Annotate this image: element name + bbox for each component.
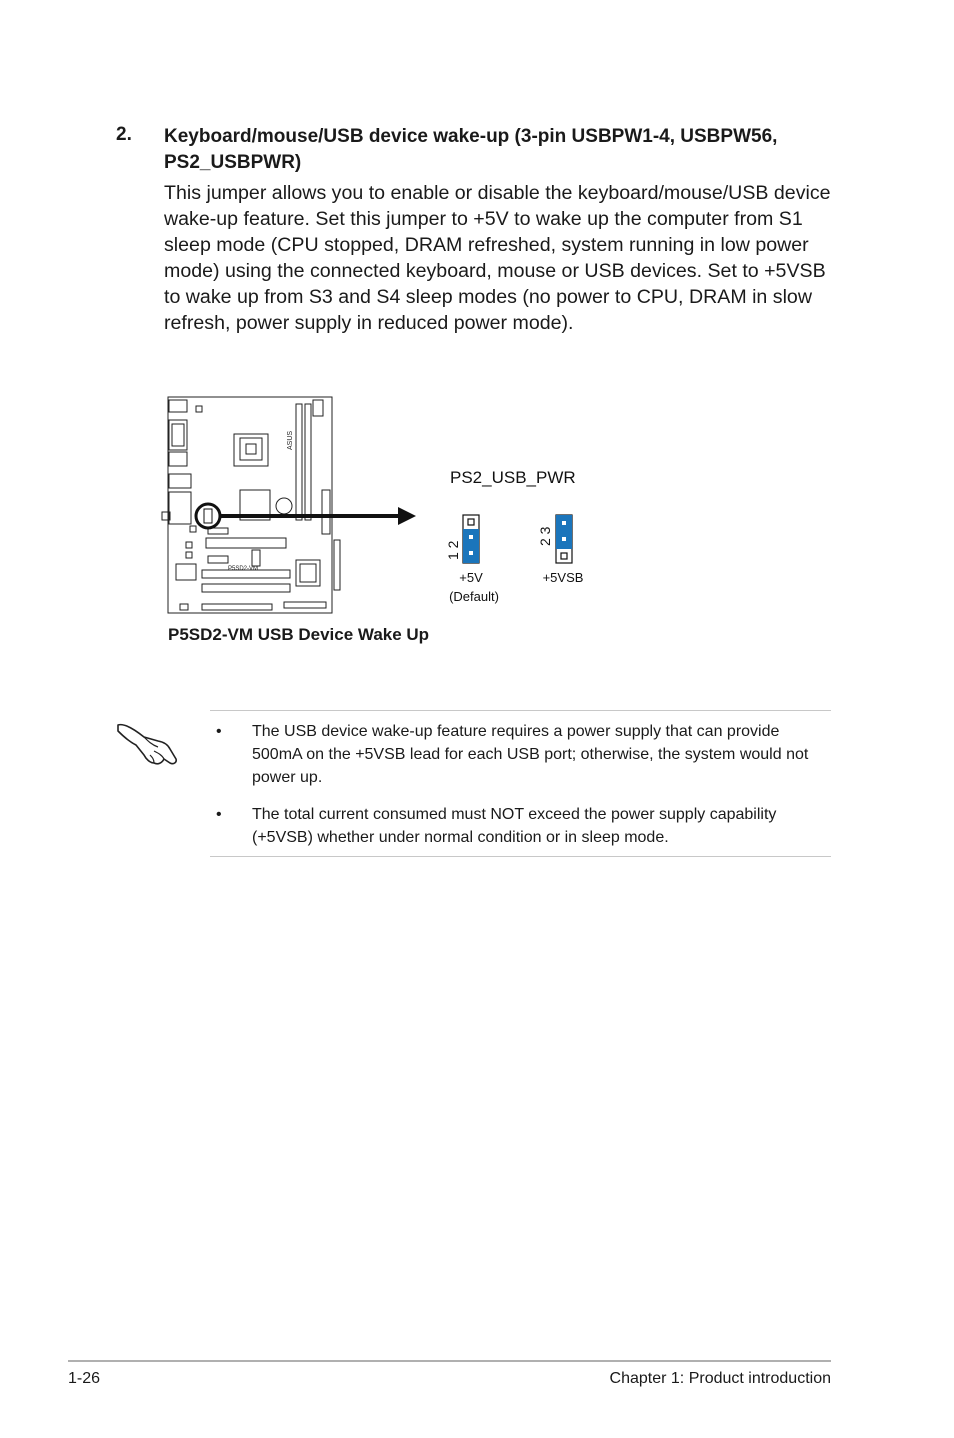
- bullet: •: [216, 806, 222, 823]
- brand-label: ASUS: [287, 430, 294, 450]
- note-divider-bottom: [210, 856, 831, 857]
- page-number: 1-26: [68, 1370, 101, 1387]
- note-text: The total current consumed must NOT exceed the power supply capability (+5VSB) whether under normal condition or in sleep mode.: [252, 806, 777, 846]
- section-number: 2.: [116, 124, 132, 145]
- jumper-right-label: +5VSB: [542, 570, 584, 585]
- bullet: •: [216, 723, 222, 740]
- jumper-left-pins: 1 2: [445, 540, 461, 560]
- jumper-right-pins: 2 3: [537, 526, 553, 546]
- connector-label: PS2_USB_PWR: [450, 468, 576, 487]
- jumper-left-sublabel: (Default): [449, 589, 499, 604]
- arrow-head: [398, 507, 416, 525]
- note-text: The USB device wake-up feature requires a power supply that can provide 500mA on the +5VSB lead for each USB port; otherwise, the system would not power up.: [252, 723, 809, 786]
- jumper-diagram: [150, 390, 610, 620]
- jumper-left: [463, 515, 479, 563]
- jumper-right: [556, 515, 572, 563]
- list-item: [216, 803, 816, 849]
- hand-pointing-icon: [114, 715, 180, 769]
- footer-divider: [68, 1360, 831, 1362]
- board-label: P5SD2-VM: [228, 566, 259, 572]
- figure-caption: P5SD2-VM USB Device Wake Up: [168, 625, 430, 644]
- note-divider-top: [210, 710, 831, 711]
- jumper-left-label: +5V: [459, 570, 483, 585]
- note-list: [216, 720, 816, 863]
- section-title: Keyboard/mouse/USB device wake-up (3-pin USBPW1-4, USBPW56, PS2_USBPWR): [164, 126, 778, 173]
- section-body: This jumper allows you to enable or disable the keyboard/mouse/USB device wake-up feature. Set this jumper to +5V to wake up the computer from S1 sleep mode (CPU stopped, DRAM refreshed, system running in low power mode) using the connected keyboard, mouse or USB devices. Set to +5VSB to wake up from S3 and S4 sleep modes (no power to CPU, DRAM in slow refresh, power supply in reduced power mode).: [164, 182, 831, 334]
- motherboard-layout: [162, 397, 340, 613]
- chapter-title: Chapter 1: Product introduction: [609, 1370, 831, 1387]
- jumper-highlight-circle: [196, 504, 220, 528]
- list-item: [216, 720, 816, 789]
